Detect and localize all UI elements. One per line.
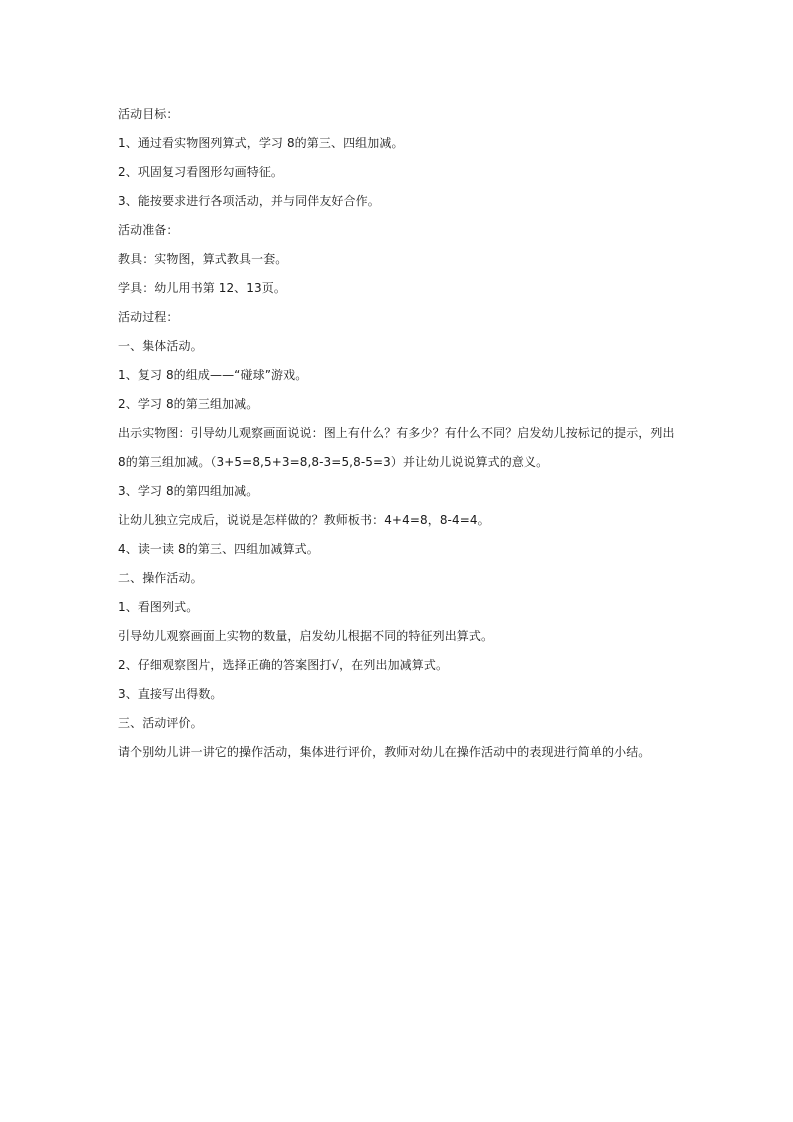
process-item-3: 3、学习 8的第四组加减。	[118, 484, 259, 498]
process-item-1: 1、复习 8的组成——“碰球”游戏。	[118, 368, 308, 382]
section-operation-activity: 二、操作活动。	[118, 571, 203, 585]
heading-activity-goals: 活动目标：	[118, 107, 179, 121]
process-paragraph-independent: 让幼儿独立完成后，说说是怎样做的？教师板书：4+4=8，8-4=4。	[118, 513, 490, 527]
document-body	[118, 100, 678, 767]
goal-item-1: 1、通过看实物图列算式，学习 8的第三、四组加减。	[118, 136, 404, 150]
operation-item-3: 3、直接写出得数。	[118, 687, 223, 701]
process-item-4: 4、读一读 8的第三、四组加减算式。	[118, 542, 319, 556]
goal-item-3: 3、能按要求进行各项活动，并与同伴友好合作。	[118, 194, 380, 208]
section-activity-evaluation: 三、活动评价。	[118, 716, 203, 730]
section-group-activity: 一、集体活动。	[118, 339, 203, 353]
operation-item-1: 1、看图列式。	[118, 600, 199, 614]
goal-item-2: 2、巩固复习看图形勾画特征。	[118, 165, 284, 179]
evaluation-paragraph: 请个别幼儿讲一讲它的操作活动，集体进行评价，教师对幼儿在操作活动中的表现进行简单的小结。	[118, 745, 651, 759]
prep-learning-aids: 学具：幼儿用书第 12、13页。	[118, 281, 286, 295]
heading-activity-process: 活动过程：	[118, 310, 179, 324]
process-item-2: 2、学习 8的第三组加减。	[118, 397, 259, 411]
operation-item-2: 2、仔细观察图片，选择正确的答案图打√，在列出加减算式。	[118, 658, 449, 672]
process-paragraph-line-1: 出示实物图：引导幼儿观察画面说说：图上有什么？有多少？有什么不同？启发幼儿按标记的提示，列出	[118, 426, 675, 440]
heading-activity-preparation: 活动准备：	[118, 223, 179, 237]
prep-teaching-aids: 教具：实物图，算式教具一套。	[118, 252, 288, 266]
operation-paragraph: 引导幼儿观察画面上实物的数量，启发幼儿根据不同的特征列出算式。	[118, 629, 494, 643]
process-paragraph-line-2: 8的第三组加减。（3+5=8,5+3=8,8-3=5,8-5=3）并让幼儿说说算式的意义。	[118, 455, 549, 469]
